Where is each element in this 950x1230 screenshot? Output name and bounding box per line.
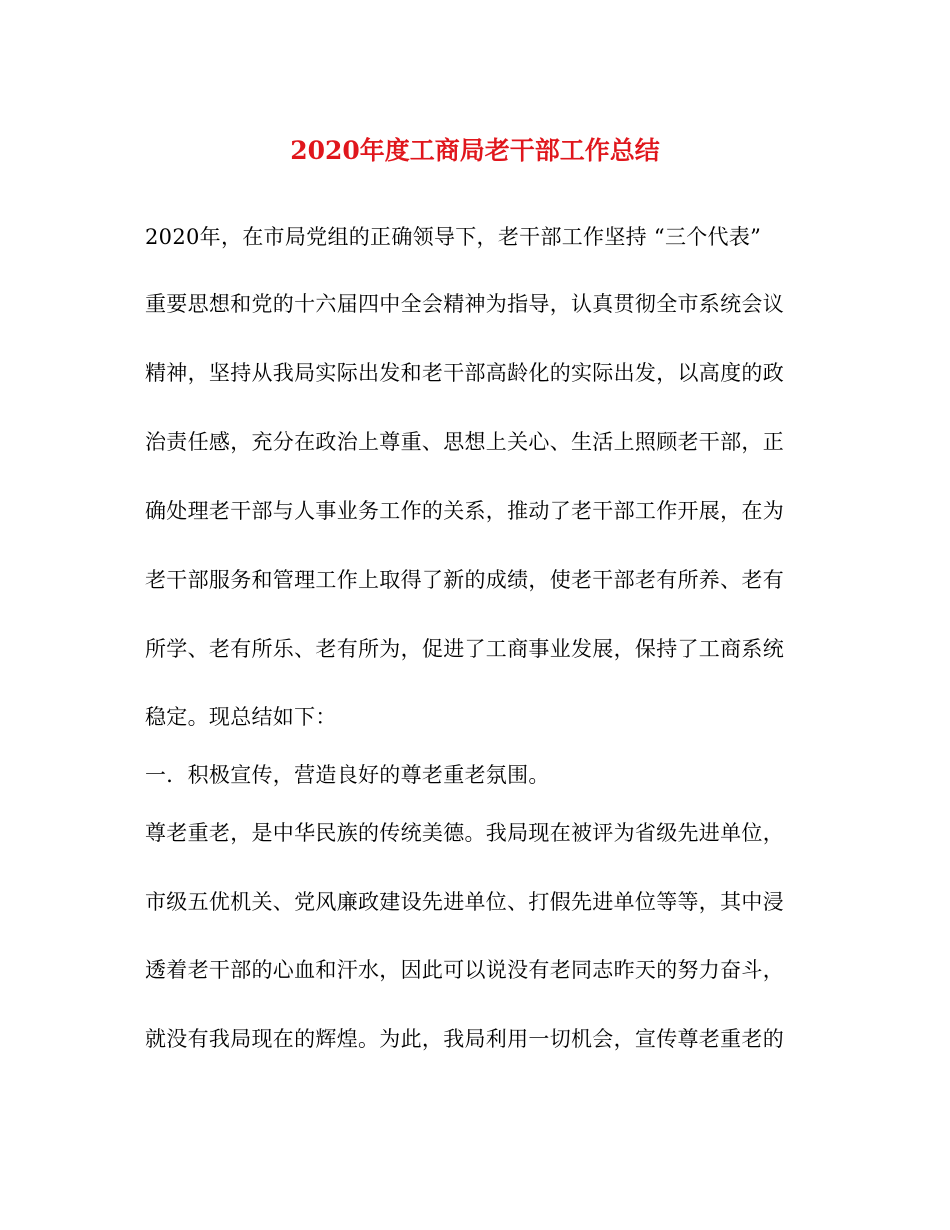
paragraph-line: 市级五优机关、党风廉政建设先进单位、打假先进单位等等，其中浸 bbox=[145, 890, 784, 914]
paragraph-line: 尊老重老，是中华民族的传统美德。我局现在被评为省级先进单位， bbox=[145, 821, 784, 845]
paragraph-line: 治责任感，充分在政治上尊重、思想上关心、生活上照顾老干部，正 bbox=[145, 430, 784, 454]
paragraph-line: 透着老干部的心血和汗水，因此可以说没有老同志昨天的努力奋斗， bbox=[145, 958, 784, 982]
paragraph-line: 重要思想和党的十六届四中全会精神为指导，认真贯彻全市系统会议 bbox=[145, 292, 784, 316]
paragraph-line: 确处理老干部与人事业务工作的关系，推动了老干部工作开展，在为 bbox=[145, 499, 784, 523]
paragraph-line: 2020年，在市局党组的正确领导下，老干部工作坚持 “三个代表” bbox=[145, 225, 762, 249]
paragraph-line: 老干部服务和管理工作上取得了新的成绩，使老干部老有所养、老有 bbox=[145, 568, 784, 592]
paragraph-line: 所学、老有所乐、老有所为，促进了工商事业发展，保持了工商系统 bbox=[145, 637, 784, 661]
section-heading: 一．积极宣传，营造良好的尊老重老氛围。 bbox=[145, 763, 550, 787]
paragraph-line: 精神，坚持从我局实际出发和老干部高龄化的实际出发，以高度的政 bbox=[145, 361, 784, 385]
paragraph-line: 稳定。现总结如下： bbox=[145, 705, 337, 729]
document-title: 2020年度工商局老干部工作总结 bbox=[290, 136, 660, 165]
paragraph-line: 就没有我局现在的辉煌。为此，我局利用一切机会，宣传尊老重老的 bbox=[145, 1027, 784, 1051]
